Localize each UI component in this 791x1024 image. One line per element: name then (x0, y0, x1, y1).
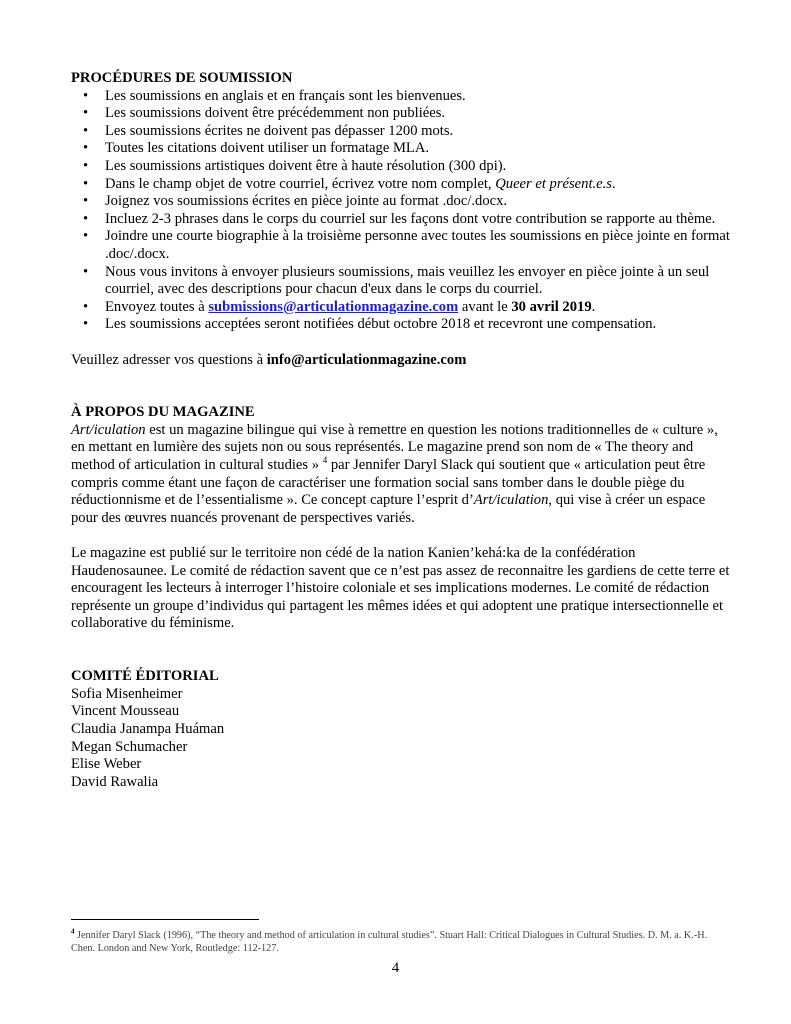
about-text-b: par Jennifer Daryl Slack qui soutient que « articulation peut être compris comme étant une façon de caractériser une formation social sans tomber dans le double piège du réductionnisme et de l’essentialisme ». Ce concept capture l’esprit d’ (71, 457, 706, 509)
committee-member: Vincent Mousseau (71, 703, 180, 720)
committee-member: Elise Weber (71, 756, 142, 773)
about-text-a: est un magazine bilingue qui vise à remettre en question les notions traditionnelles de « culture », en mettant en lumière des sujets non ou sous représentés. Le magazine prend son nom de « The theory and method of articulation in cultural studies » (71, 421, 718, 474)
document-page (71, 70, 731, 791)
submission-list (71, 88, 731, 334)
committee-member: Claudia Janampa Huáman (71, 720, 225, 737)
send-suffix: . (591, 298, 596, 315)
send-prefix: Envoyez toutes à (105, 298, 209, 315)
magazine-name: Art/iculation (71, 421, 146, 438)
about-paragraph-1 (71, 422, 731, 528)
list-item: • Les soumissions en anglais et en français sont les bienvenues. (71, 88, 731, 106)
list-item: • Les soumissions écrites ne doivent pas dépasser 1200 mots. (71, 123, 731, 141)
questions-email: info@articulationmagazine.com (266, 351, 467, 368)
submissions-email-link[interactable]: submissions@articulationmagazine.com (208, 298, 459, 315)
committee-heading: COMITÉ ÉDITORIAL (71, 668, 219, 685)
footnote-divider (71, 919, 259, 920)
list-item: • Toutes les citations doivent utiliser un formatage MLA. (71, 140, 731, 158)
committee-member: Megan Schumacher (71, 738, 188, 755)
subject-italic: Queer et présent.e.s (495, 175, 612, 192)
list-item: • Incluez 2-3 phrases dans le corps du courriel sur les façons dont votre contribution se rapporte au thème. (71, 211, 731, 229)
subject-prefix: Dans le champ objet de votre courriel, écrivez votre nom complet, (105, 175, 496, 192)
magazine-name-2: Art/iculation (473, 492, 549, 509)
about-paragraph-2: Le magazine est publié sur le territoire non cédé de la nation Kanien’kehá:ka de la confédération Haudenosaunee. Le comité de rédaction savent que ce n’est pas assez de reconnaitre les gardiens de cette terre et encouragent les lecteurs à interroger l’histoire coloniale et ses implications modernes. Le comité de rédaction représente un groupe d’individus qui partagent les mêmes idées et qui adoptent une pratique intersectionnelle et collaborative du féminisme. (71, 545, 730, 632)
list-item: • Les soumissions artistiques doivent être à haute résolution (300 dpi). (71, 158, 731, 176)
list-item: • Joignez vos soumissions écrites en pièce jointe au format .doc/.docx. (71, 193, 731, 211)
committee-member: Sofia Misenheimer (71, 685, 183, 702)
page-number: 4 (391, 960, 400, 976)
list-item: • Les soumissions doivent être précédemment non publiées. (71, 105, 731, 123)
questions-line (71, 352, 731, 370)
list-item: • Nous vous invitons à envoyer plusieurs soumissions, mais veuillez les envoyer en pièce jointe à un seul courriel, avec des descriptions pour chacun d'eux dans le corps du courriel. (71, 264, 731, 299)
committee-list (71, 686, 731, 792)
footnote (71, 929, 731, 955)
list-item (71, 299, 731, 317)
send-middle: avant le (458, 298, 512, 315)
list-item: • Les soumissions acceptées seront notifiées début octobre 2018 et recevront une compensation. (71, 316, 731, 334)
submission-heading: PROCÉDURES DE SOUMISSION (71, 70, 293, 86)
about-heading: À PROPOS DU MAGAZINE (71, 404, 255, 421)
about-text-c: , qui vise à créer un espace pour des œuvres nuancés provenant de perspectives variés. (71, 492, 706, 526)
questions-prefix: Veuillez adresser vos questions à (71, 351, 267, 368)
committee-member: David Rawalia (71, 773, 159, 790)
deadline-date: 30 avril 2019 (511, 298, 592, 315)
footnote-ref: 4 (322, 455, 328, 466)
list-item: • Joindre une courte biographie à la troisième personne avec toutes les soumissions en pièce jointe en format .doc/.docx. (71, 228, 731, 263)
footnote-number: 4 (71, 927, 75, 936)
footnote-text: Jennifer Daryl Slack (1996), “The theory and method of articulation in cultural studies”. Stuart Hall: Critical Dialogues in Cultural Studies. D. M. a. K.-H. Chen. London and New York, Routledge: 112-127. (71, 930, 708, 954)
list-item (71, 176, 731, 194)
subject-suffix: . (611, 175, 616, 192)
